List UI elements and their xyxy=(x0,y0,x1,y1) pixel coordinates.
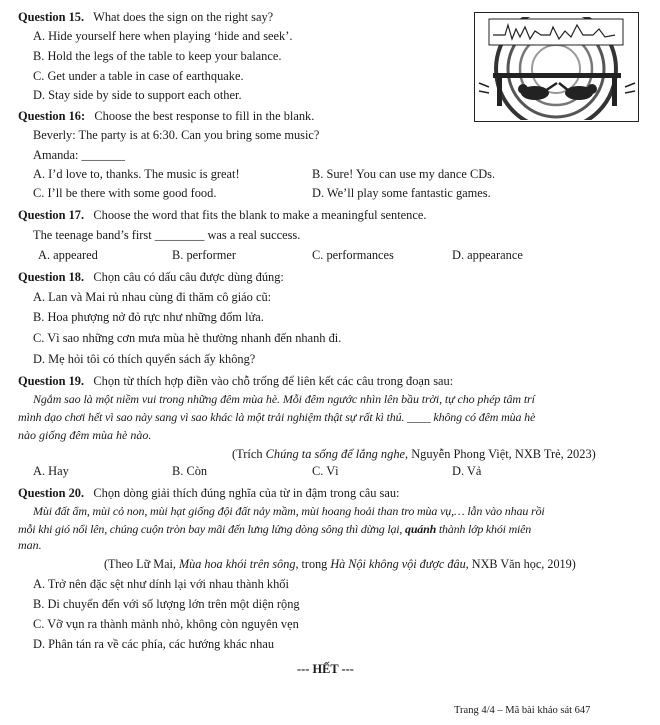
q16-dialogue-line-1: Beverly: The party is at 6:30. Can you bring some music? xyxy=(33,128,320,142)
q20-source xyxy=(104,557,576,572)
q20-bold-word: quánh xyxy=(405,522,437,536)
q19-passage-line-3: nào giống đêm mùa hè nào. xyxy=(18,428,152,442)
q19-text: Chọn từ thích hợp điền vào chỗ trống để liên kết các câu trong đoạn sau: xyxy=(93,374,454,388)
q19-source-pre: (Trích xyxy=(232,447,266,461)
q20-passage-line-2-post: thành lớp khói miên xyxy=(436,522,532,536)
q17-option-b[interactable]: B. performer xyxy=(172,248,236,262)
q16-option-a[interactable]: A. I’d love to, thanks. The music is great! xyxy=(33,167,240,181)
end-marker: --- HẾT --- xyxy=(297,662,354,676)
q17-text: Choose the word that fits the blank to make a meaningful sentence. xyxy=(93,208,427,222)
earthquake-sign-image xyxy=(474,12,639,122)
q19-option-d[interactable]: D. Vả xyxy=(452,464,482,478)
q20-text: Chọn dòng giải thích đúng nghĩa của từ in đậm trong câu sau: xyxy=(93,486,400,500)
q19-source-post: , Nguyễn Phong Việt, NXB Trẻ, 2023) xyxy=(405,447,596,461)
q16-label: Question 16: xyxy=(18,109,86,123)
q19-option-a[interactable]: A. Hay xyxy=(33,464,69,478)
q17-label: Question 17. xyxy=(18,208,85,222)
q19-option-c[interactable]: C. Vì xyxy=(312,464,339,478)
q19-heading xyxy=(18,374,453,390)
q15-option-b[interactable]: B. Hold the legs of the table to keep your balance. xyxy=(33,49,282,63)
q16-text: Choose the best response to fill in the blank. xyxy=(94,109,315,123)
q15-heading xyxy=(18,10,273,26)
q15-option-d[interactable]: D. Stay side by side to support each other. xyxy=(33,88,242,102)
q16-heading xyxy=(18,109,314,125)
q15-option-a[interactable]: A. Hide yourself here when playing ‘hide and seek’. xyxy=(33,29,293,43)
q20-passage-line-3: man. xyxy=(18,538,42,552)
q16-option-d[interactable]: D. We’ll play some fantastic games. xyxy=(312,186,491,200)
q19-source-title: Chúng ta sống để lắng nghe xyxy=(265,447,406,461)
q20-option-d[interactable]: D. Phân tán ra về các phía, các hướng khác nhau xyxy=(33,637,275,651)
q18-label: Question 18. xyxy=(18,270,85,284)
q20-heading xyxy=(18,486,400,502)
q20-source-mid: , trong xyxy=(295,557,331,571)
q16-dialogue-line-2: Amanda: _______ xyxy=(33,148,125,162)
q20-passage-line-2-pre: mỗi khi gió nổi lên, chúng cuộn tròn bay mãi đến lưng lửng dòng sông thì dừng lại, xyxy=(18,522,406,536)
q17-option-a[interactable]: A. appeared xyxy=(38,248,98,262)
q17-sentence: The teenage band’s first ________ was a real success. xyxy=(33,228,301,242)
q20-option-c[interactable]: C. Vỡ vụn ra thành mảnh nhỏ, không còn nguyên vẹn xyxy=(33,617,299,631)
q19-option-b[interactable]: B. Còn xyxy=(172,464,208,478)
q18-heading xyxy=(18,270,284,286)
page-footer: Trang 4/4 – Mã bài khảo sát 647 xyxy=(454,705,591,716)
q19-passage-line-2: mình dạo chơi hết vì sao này sang vì sao khác là một trải nghiệm thật sự rất kì thú. ____ không có đêm mùa hè xyxy=(18,410,536,424)
earthquake-table-icon xyxy=(475,13,637,120)
q20-source-title-2: Hà Nội không vội được đâu xyxy=(330,557,466,571)
q15-option-c[interactable]: C. Get under a table in case of earthquake. xyxy=(33,69,244,83)
q20-option-a[interactable]: A. Trở nên đặc sệt như dính lại với nhau thành khối xyxy=(33,577,289,591)
q17-option-d[interactable]: D. appearance xyxy=(452,248,523,262)
q15-text: What does the sign on the right say? xyxy=(93,10,274,24)
q19-label: Question 19. xyxy=(18,374,85,388)
q20-option-b[interactable]: B. Di chuyển đến với số lượng lớn trên một diện rộng xyxy=(33,597,300,611)
q20-source-pre: (Theo Lữ Mai, xyxy=(104,557,179,571)
q20-source-title: Mùa hoa khói trên sông xyxy=(178,557,296,571)
q18-option-d[interactable]: D. Mẹ hỏi tôi có thích quyển sách ấy không? xyxy=(33,352,256,366)
q18-text: Chọn câu có dấu câu được dùng đúng: xyxy=(93,270,284,284)
q19-passage-line-1: Ngắm sao là một niềm vui trong những đêm mùa hè. Mỗi đêm ngước nhìn lên bầu trời, tự cho phép tâm trí xyxy=(33,392,535,406)
q15-label: Question 15. xyxy=(18,10,85,24)
q18-option-b[interactable]: B. Hoa phượng nở đỏ rực như những đốm lửa. xyxy=(33,310,264,324)
q17-heading xyxy=(18,208,426,224)
q20-passage-line-2 xyxy=(18,522,531,537)
q19-source xyxy=(232,447,596,463)
q18-option-c[interactable]: C. Vì sao những cơn mưa mùa hè thường nhanh đến nhanh đi. xyxy=(33,331,342,345)
q16-option-c[interactable]: C. I’ll be there with some good food. xyxy=(33,186,217,200)
q20-label: Question 20. xyxy=(18,486,85,500)
q17-option-c[interactable]: C. performances xyxy=(312,248,394,262)
q18-option-a[interactable]: A. Lan và Mai rủ nhau cùng đi thăm cô giáo cũ: xyxy=(33,290,272,304)
q20-passage-line-1: Mùi đất ẩm, mùi cỏ non, mùi hạt giống đội đất nảy mầm, mùi hoang hoải than tro mùa vụ,… lẫn vào nhau rồi xyxy=(33,504,545,518)
q16-option-b[interactable]: B. Sure! You can use my dance CDs. xyxy=(312,167,496,181)
q20-source-post: , NXB Văn học, 2019) xyxy=(465,557,576,571)
